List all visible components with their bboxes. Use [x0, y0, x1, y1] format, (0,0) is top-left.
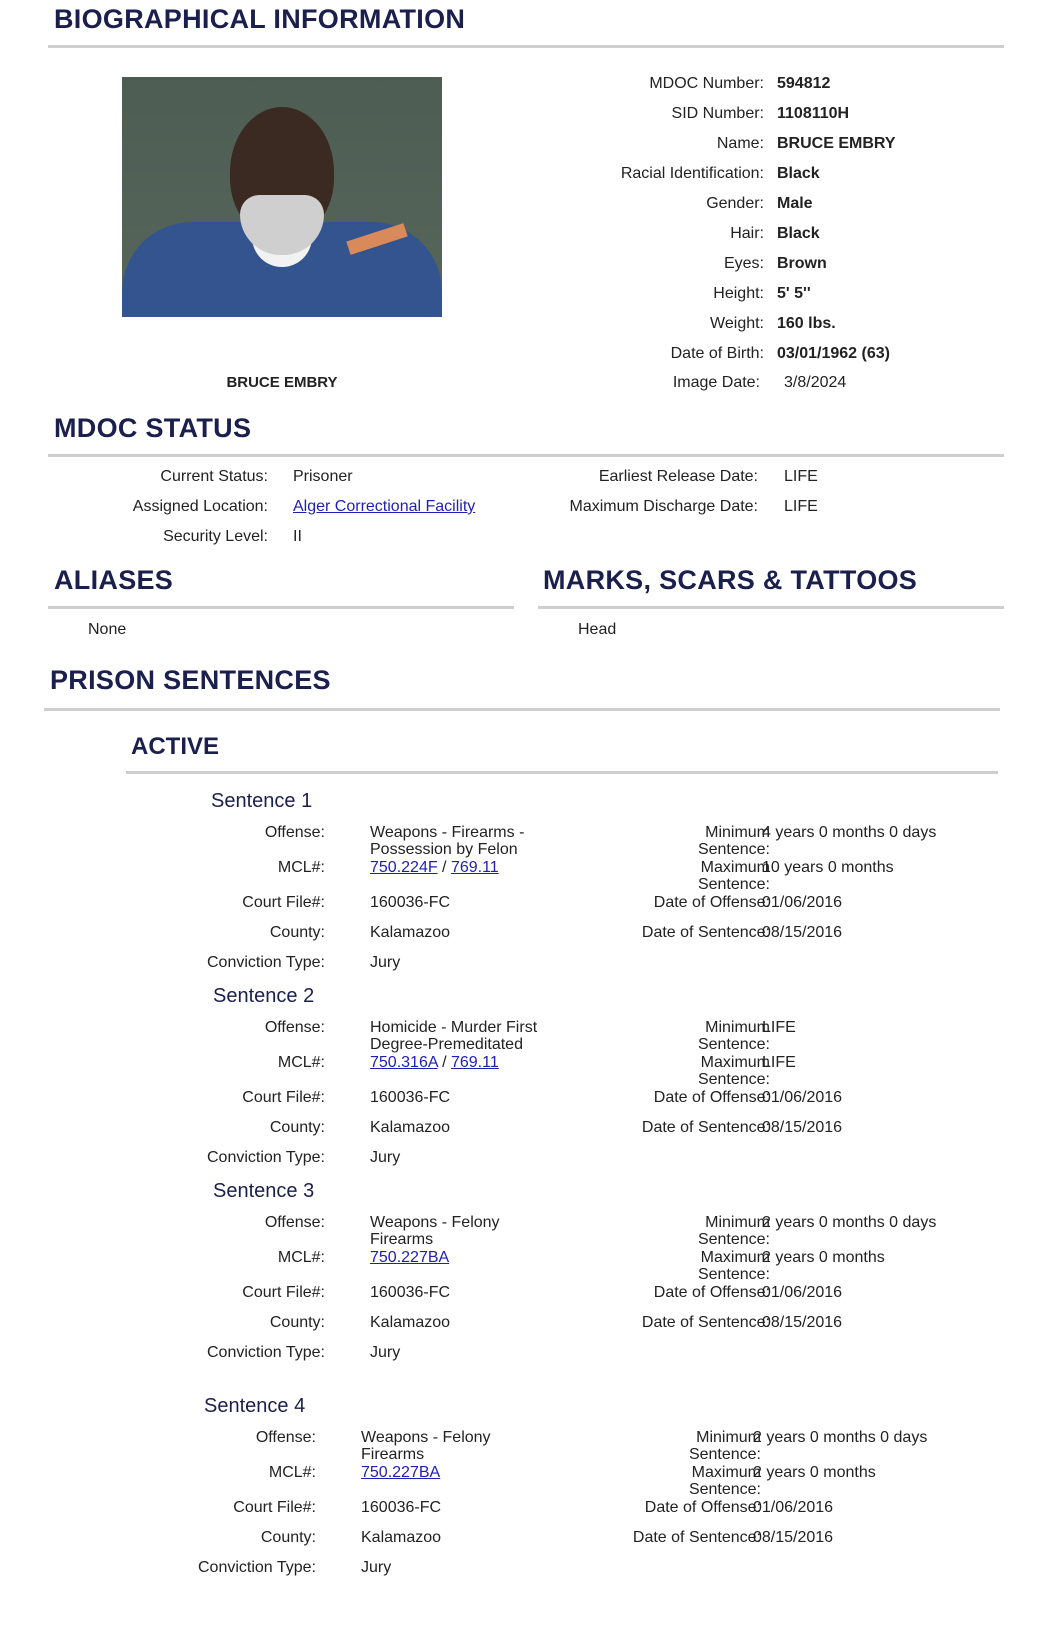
sentence-block [207, 824, 1010, 1004]
min-sentence-label: Minimum Sentence: [697, 1019, 770, 1053]
bio-field-value: BRUCE EMBRY [777, 135, 896, 152]
county-value: Kalamazoo [370, 1119, 451, 1136]
mcl-label: MCL#: [277, 859, 325, 876]
bio-field-label: Date of Birth: [670, 345, 764, 362]
bio-field-label: Name: [716, 135, 764, 152]
image-date-value: 3/8/2024 [784, 374, 847, 391]
conviction-type-value: Jury [370, 1149, 401, 1166]
date-sentence-label: Date of Sentence: [641, 1119, 770, 1136]
image-date-label: Image Date: [672, 374, 760, 391]
county-value: Kalamazoo [370, 924, 451, 941]
county-value: Kalamazoo [370, 1314, 451, 1331]
date-sentence-value: 08/15/2016 [762, 1314, 843, 1331]
date-offense-label: Date of Offense: [644, 1499, 761, 1516]
sentences-heading: PRISON SENTENCES [50, 665, 331, 695]
max-discharge-value: LIFE [784, 498, 818, 515]
date-offense-label: Date of Offense: [653, 1089, 770, 1106]
court-file-label: Court File#: [242, 1284, 325, 1301]
max-discharge-label: Maximum Discharge Date: [569, 498, 758, 515]
court-file-label: Court File#: [242, 1089, 325, 1106]
date-sentence-value: 08/15/2016 [753, 1529, 834, 1546]
conviction-type-value: Jury [370, 1344, 401, 1361]
mcl-label: MCL#: [277, 1249, 325, 1266]
status-divider [48, 454, 1004, 457]
offense-label: Offense: [255, 1429, 316, 1446]
sentences-divider [44, 708, 1000, 711]
bio-field-label: MDOC Number: [649, 75, 764, 92]
active-divider [126, 771, 998, 774]
date-sentence-label: Date of Sentence: [632, 1529, 761, 1546]
max-sentence-value: 10 years 0 months [762, 859, 894, 876]
court-file-value: 160036-FC [361, 1499, 442, 1516]
date-offense-value: 01/06/2016 [762, 1284, 843, 1301]
county-label: County: [269, 1119, 325, 1136]
assigned-location-link[interactable]: Alger Correctional Facility [293, 498, 476, 515]
bio-field-label: Racial Identification: [620, 165, 764, 182]
min-sentence-value: 2 years 0 months 0 days [762, 1214, 937, 1231]
offense-value: Homicide - Murder First Degree-Premeditated [370, 1019, 538, 1053]
max-sentence-label: Maximum Sentence: [688, 1464, 761, 1498]
date-sentence-value: 08/15/2016 [762, 924, 843, 941]
mcl-value [370, 859, 560, 876]
conviction-type-label: Conviction Type: [207, 1344, 325, 1361]
earliest-release-value: LIFE [784, 468, 818, 485]
bio-field-value: Black [777, 225, 820, 242]
county-label: County: [269, 924, 325, 941]
mcl-value [370, 1054, 560, 1071]
offense-value: Weapons - Felony Firearms [361, 1429, 491, 1463]
current-status-label: Current Status: [160, 468, 268, 485]
bio-field-value: Brown [777, 255, 827, 272]
bio-divider [48, 45, 1004, 48]
offense-label: Offense: [264, 1019, 325, 1036]
conviction-type-label: Conviction Type: [207, 1149, 325, 1166]
aliases-heading: ALIASES [54, 565, 174, 595]
sentence-title: Sentence 2 [213, 985, 315, 1007]
county-label: County: [260, 1529, 316, 1546]
min-sentence-label: Minimum Sentence: [688, 1429, 761, 1463]
date-offense-label: Date of Offense: [653, 1284, 770, 1301]
active-heading: ACTIVE [131, 733, 220, 760]
sentence-block [198, 1429, 1001, 1609]
date-sentence-value: 08/15/2016 [762, 1119, 843, 1136]
court-file-value: 160036-FC [370, 1284, 451, 1301]
bio-field-value: 160 lbs. [777, 315, 836, 332]
min-sentence-value: 4 years 0 months 0 days [762, 824, 937, 841]
court-file-value: 160036-FC [370, 894, 451, 911]
sentence-title: Sentence 1 [211, 790, 313, 812]
sentence-title: Sentence 3 [213, 1180, 315, 1202]
aliases-value: None [88, 621, 127, 638]
bio-field-label: Weight: [710, 315, 764, 332]
max-sentence-value: LIFE [762, 1054, 796, 1071]
earliest-release-label: Earliest Release Date: [598, 468, 758, 485]
bio-field-value: 5' 5'' [777, 285, 811, 302]
mcl-link[interactable]: 750.316A [370, 1054, 438, 1071]
county-value: Kalamazoo [361, 1529, 442, 1546]
assigned-location-label: Assigned Location: [132, 498, 268, 515]
min-sentence-value: LIFE [762, 1019, 796, 1036]
sentence-block [207, 1019, 1010, 1199]
date-offense-label: Date of Offense: [653, 894, 770, 911]
mcl-separator: / [437, 1054, 451, 1071]
offense-value: Weapons - Firearms - Possession by Felon [370, 824, 525, 858]
max-sentence-label: Maximum Sentence: [697, 1249, 770, 1283]
county-label: County: [269, 1314, 325, 1331]
sentence-block [207, 1214, 1010, 1394]
bio-field-value: 1108110H [777, 105, 850, 122]
marks-divider [538, 606, 1004, 609]
bio-field-label: SID Number: [671, 105, 764, 122]
marks-value: Head [578, 621, 617, 638]
bio-field-value: Black [777, 165, 820, 182]
conviction-type-label: Conviction Type: [207, 954, 325, 971]
date-offense-value: 01/06/2016 [762, 1089, 843, 1106]
mcl-value [361, 1464, 551, 1481]
inmate-photo [122, 77, 442, 317]
offense-label: Offense: [264, 824, 325, 841]
mcl-label: MCL#: [277, 1054, 325, 1071]
bio-field-value: 03/01/1962 (63) [777, 345, 890, 362]
bio-field-label: Hair: [730, 225, 764, 242]
bio-field-value: Male [777, 195, 813, 212]
conviction-type-value: Jury [370, 954, 401, 971]
court-file-label: Court File#: [233, 1499, 316, 1516]
bio-field-label: Height: [713, 285, 764, 302]
date-sentence-label: Date of Sentence: [641, 924, 770, 941]
security-level-value: II [293, 528, 302, 545]
bio-field-value: 594812 [777, 75, 831, 92]
sentence-title: Sentence 4 [204, 1395, 306, 1417]
max-sentence-value: 2 years 0 months [762, 1249, 885, 1266]
date-sentence-label: Date of Sentence: [641, 1314, 770, 1331]
max-sentence-label: Maximum Sentence: [697, 1054, 770, 1088]
date-offense-value: 01/06/2016 [762, 894, 843, 911]
aliases-divider [48, 606, 514, 609]
date-offense-value: 01/06/2016 [753, 1499, 834, 1516]
security-level-label: Security Level: [163, 528, 268, 545]
current-status-value: Prisoner [293, 468, 353, 485]
min-sentence-value: 2 years 0 months 0 days [753, 1429, 928, 1446]
min-sentence-label: Minimum Sentence: [697, 824, 770, 858]
mcl-link[interactable]: 750.224F [370, 859, 438, 876]
offense-label: Offense: [264, 1214, 325, 1231]
mcl-separator: / [437, 859, 451, 876]
bio-heading: BIOGRAPHICAL INFORMATION [54, 4, 466, 34]
bio-field-label: Eyes: [723, 255, 764, 272]
min-sentence-label: Minimum Sentence: [697, 1214, 770, 1248]
conviction-type-label: Conviction Type: [198, 1559, 316, 1576]
photo-caption: BRUCE EMBRY [226, 374, 338, 391]
mcl-link[interactable]: 769.11 [450, 1054, 499, 1071]
conviction-type-value: Jury [361, 1559, 392, 1576]
offense-value: Weapons - Felony Firearms [370, 1214, 500, 1248]
mcl-link[interactable]: 769.11 [450, 859, 499, 876]
mcl-link[interactable]: 750.227BA [370, 1249, 450, 1266]
bio-field-label: Gender: [706, 195, 764, 212]
status-heading: MDOC STATUS [54, 413, 252, 443]
mcl-label: MCL#: [268, 1464, 316, 1481]
max-sentence-label: Maximum Sentence: [697, 859, 770, 893]
mcl-link[interactable]: 750.227BA [361, 1464, 441, 1481]
mcl-value [370, 1249, 560, 1266]
court-file-value: 160036-FC [370, 1089, 451, 1106]
marks-heading: MARKS, SCARS & TATTOOS [543, 565, 918, 595]
court-file-label: Court File#: [242, 894, 325, 911]
max-sentence-value: 2 years 0 months [753, 1464, 876, 1481]
